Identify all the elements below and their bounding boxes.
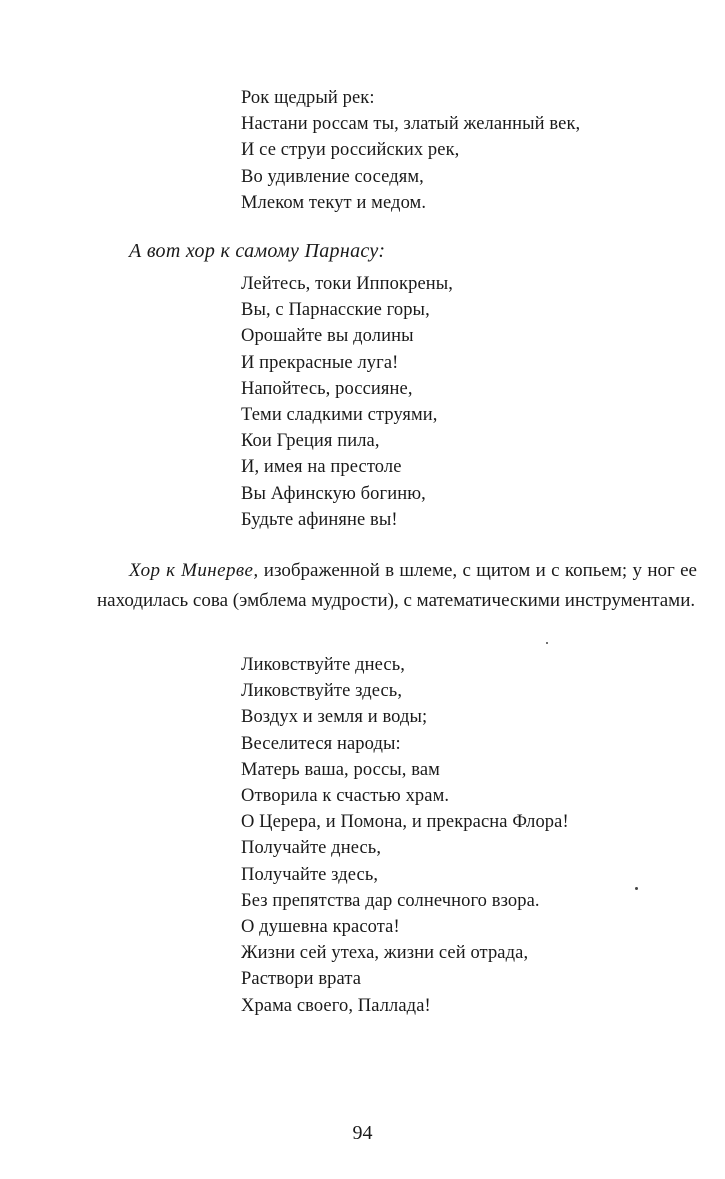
verse-line: Орошайте вы долины [241,326,414,347]
intro-parnassus-chorus: А вот хор к самому Парнасу: [129,240,386,262]
verse-line: Рок щедрый рек: [241,88,375,108]
verse-line: Получайте днесь, [241,838,382,859]
prose-paragraph-minerva [97,556,697,616]
verse-line: Вы, с Парнасские горы, [241,300,430,321]
verse-line: Ликовствуйте днесь, [241,655,406,675]
verse-line: Настани россам ты, златый желанный век, [241,114,581,135]
verse-line: Лейтесь, токи Иппокрены, [241,274,454,294]
prose-italic-heading: Хор к Минерве, [129,560,259,581]
verse-line: И прекрасные луга! [241,352,399,373]
print-speck [546,642,548,644]
verse-line: И, имея на престоле [241,457,402,478]
verse-line: Храма своего, Паллада! [241,995,431,1016]
verse-line: Матерь ваша, россы, вам [241,759,440,780]
verse-stanza-2 [241,271,453,533]
verse-line: Вы Афинскую богиню, [241,483,426,504]
verse-line: Напойтесь, россияне, [241,378,413,399]
verse-line: Млеком текут и медом. [241,192,427,213]
verse-line: Без препятства дар солнечного взора. [241,890,540,911]
print-speck [635,887,638,890]
verse-line: Отворила к счастью храм. [241,786,450,807]
verse-stanza-3 [241,652,569,1019]
verse-line: Будьте афиняне вы! [241,509,398,530]
verse-line: Ликовствуйте здесь, [241,681,403,702]
verse-line: О Церера, и Помона, и прекрасна Флора! [241,812,569,833]
verse-line: Во удивление соседям, [241,166,424,187]
verse-line: И се струи российских рек, [241,140,460,161]
verse-line: О душевна красота! [241,917,400,938]
page-number: 94 [352,1122,373,1144]
verse-line: Жизни сей утеха, жизни сей отрада, [241,943,529,964]
verse-line: Веселитеся народы: [241,733,401,754]
verse-stanza-1 [241,85,580,216]
verse-line: Кои Греция пила, [241,431,380,452]
verse-line: Теми сладкими струями, [241,405,438,426]
verse-line: Получайте здесь, [241,864,379,885]
prose-text: изображенной в шлеме, с щитом и с копьем; у ног ее находилась сова (эмблема мудрости), с математическими инструментами. [97,560,697,611]
verse-line: Раствори врата [241,969,362,990]
verse-line: Воздух и земля и воды; [241,707,428,728]
